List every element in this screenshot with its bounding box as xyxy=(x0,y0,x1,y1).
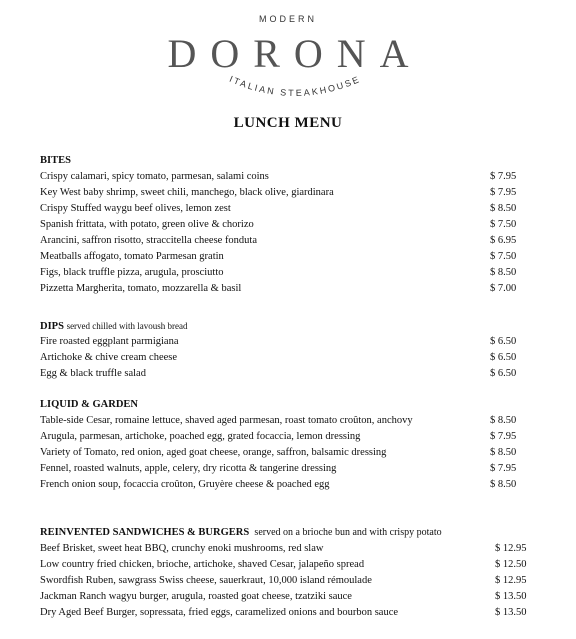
brand-top: MODERN xyxy=(259,14,317,24)
item-price: $ 7.95 xyxy=(490,431,517,442)
item-name: Crispy Stuffed waygu beef olives, lemon zest xyxy=(40,203,231,214)
menu-item xyxy=(40,185,530,201)
menu-item xyxy=(40,413,530,429)
item-price: $ 13.50 xyxy=(495,591,527,602)
item-name: Low country fried chicken, brioche, artichoke, shaved Cesar, jalapeño spread xyxy=(40,559,365,570)
section-title: BITES xyxy=(40,155,71,166)
section-title: LIQUID & GARDEN xyxy=(40,399,139,410)
item-name: Arugula, parmesan, artichoke, poached egg, grated focaccia, lemon dressing xyxy=(40,431,361,442)
menu-item xyxy=(40,605,535,621)
item-name: Meatballs affogato, tomato Parmesan gratin xyxy=(40,251,224,262)
item-price: $ 12.95 xyxy=(495,575,527,586)
section-note: served chilled with lavoush bread xyxy=(66,321,188,331)
menu-item xyxy=(40,541,535,557)
item-name: Table-side Cesar, romaine lettuce, shaved aged parmesan, roast tomato croûton, anchovy xyxy=(40,415,413,426)
menu-item xyxy=(40,169,530,185)
item-price: $ 7.95 xyxy=(490,463,517,474)
item-price: $ 6.50 xyxy=(490,352,517,363)
item-price: $ 7.00 xyxy=(490,283,517,294)
menu-item xyxy=(40,445,530,461)
item-price: $ 6.95 xyxy=(490,235,517,246)
item-name: Arancini, saffron risotto, straccitella cheese fonduta xyxy=(40,235,258,246)
menu-item xyxy=(40,281,530,297)
item-price: $ 7.50 xyxy=(490,251,517,262)
item-name: Artichoke & chive cream cheese xyxy=(40,352,178,363)
section-bites xyxy=(40,153,530,297)
item-price: $ 8.50 xyxy=(490,479,517,490)
item-name: Swordfish Ruben, sawgrass Swiss cheese, sauerkraut, 10,000 island rémoulade xyxy=(40,575,372,586)
item-name: Egg & black truffle salad xyxy=(40,368,146,379)
item-name: Beef Brisket, sweet heat BBQ, crunchy enoki mushrooms, red slaw xyxy=(40,543,324,554)
item-price: $ 6.50 xyxy=(490,368,517,379)
item-name: Key West baby shrimp, sweet chili, manchego, black olive, giardinara xyxy=(40,187,334,198)
menu-item xyxy=(40,350,530,366)
menu-item xyxy=(40,334,530,350)
menu-item xyxy=(40,233,530,249)
menu-item xyxy=(40,573,535,589)
section-liquid-garden xyxy=(40,397,530,493)
menu-item xyxy=(40,461,530,477)
item-price: $ 8.50 xyxy=(490,203,517,214)
item-name: Pizzetta Margherita, tomato, mozzarella & basil xyxy=(40,283,242,294)
item-name: French onion soup, focaccia croûton, Gruyère cheese & poached egg xyxy=(40,479,330,490)
section-dips xyxy=(40,318,530,382)
item-name: Fire roasted eggplant parmigiana xyxy=(40,336,179,347)
brand-tagline: ITALIAN STEAKHOUSE xyxy=(227,73,363,99)
menu-title: LUNCH MENU xyxy=(233,115,343,131)
item-name: Dry Aged Beef Burger, sopressata, fried eggs, caramelized onions and bourbon sauce xyxy=(40,607,399,618)
item-price: $ 13.50 xyxy=(495,607,527,618)
item-name: Figs, black truffle pizza, arugula, prosciutto xyxy=(40,267,224,278)
item-price: $ 7.50 xyxy=(490,219,517,230)
item-price: $ 12.95 xyxy=(495,543,527,554)
item-price: $ 7.95 xyxy=(490,171,517,182)
item-price: $ 12.50 xyxy=(495,559,527,570)
menu-item xyxy=(40,217,530,233)
item-name: Spanish frittata, with potato, green olive & chorizo xyxy=(40,219,254,230)
item-name: Variety of Tomato, red onion, aged goat cheese, orange, saffron, balsamic dressing xyxy=(40,447,387,458)
menu-item xyxy=(40,265,530,281)
item-price: $ 8.50 xyxy=(490,415,517,426)
item-name: Crispy calamari, spicy tomato, parmesan, salami coins xyxy=(40,171,269,182)
menu-item xyxy=(40,366,530,382)
section-title: DIPS served chilled with lavoush bread xyxy=(40,321,188,332)
item-name: Jackman Ranch wagyu burger, arugula, roasted goat cheese, tzatziki sauce xyxy=(40,591,352,602)
item-price: $ 6.50 xyxy=(490,336,517,347)
section-title: REINVENTED SANDWICHES & BURGERS served on a brioche bun and with crispy potato xyxy=(40,527,442,538)
menu-item xyxy=(40,589,535,605)
item-price: $ 8.50 xyxy=(490,267,517,278)
menu-item xyxy=(40,249,530,265)
section-sandwiches-burgers xyxy=(40,525,535,621)
section-note: served on a brioche bun and with crispy potato xyxy=(254,527,442,538)
menu-item xyxy=(40,557,535,573)
brand-logo: DORONA xyxy=(167,31,423,76)
menu-item xyxy=(40,429,530,445)
item-name: Fennel, roasted walnuts, apple, celery, dry ricotta & tangerine dressing xyxy=(40,463,337,474)
item-price: $ 8.50 xyxy=(490,447,517,458)
item-price: $ 7.95 xyxy=(490,187,517,198)
menu-item xyxy=(40,201,530,217)
brand-tagline-arc xyxy=(210,70,380,110)
menu-item xyxy=(40,477,530,493)
